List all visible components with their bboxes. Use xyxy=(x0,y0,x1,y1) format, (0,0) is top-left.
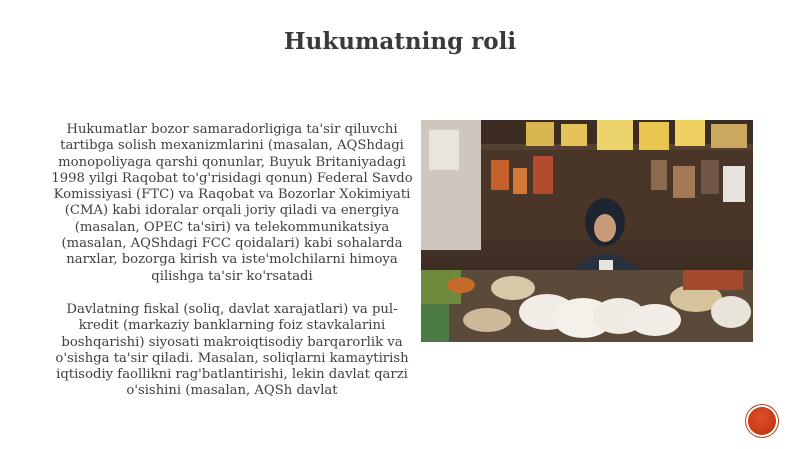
market-vendor-illustration xyxy=(421,120,753,342)
paragraph-regulation: Hukumatlar bozor samaradorligiga ta'sir qiluvchi tartibga solish mexanizmlarini (masalan, AQShdagi monopoliyaga qarshi qonunlar, Buyuk Britaniyadagi 1998 yilgi Raqobat to'g'risidagi qonun) Federal Savdo Komissiyasi (FTC) va Raqobat va Bozorlar Xokimiyati (CMA) kabi idoralar orqali joriy qiladi va energiya (masalan, OPEC ta'siri) va telekommunikatsiya (masalan, AQShdagi FCC qoidalari) kabi sohalarda narxlar, bozorga kirish va iste'molchilarni himoya qilishga ta'sir ko'rsatadi xyxy=(51,122,413,284)
slide-body-text xyxy=(48,122,416,449)
slide-title: Hukumatning roli xyxy=(283,28,517,55)
market-vendor-photo xyxy=(421,120,753,342)
next-slide-button[interactable] xyxy=(748,407,776,435)
paragraph-fiscal-policy: Davlatning fiskal (soliq, davlat xarajatlari) va pul-kredit (markaziy banklarning foiz stavkalarini boshqarishi) siyosati makroiqtisodiy barqarorlik va o'sishga ta'sir qiladi. Masalan, soliqlarni kamaytirish iqtisodiy faollikni rag'batlantirishi, lekin davlat qarzi o'sishini (masalan, AQSh davlat xyxy=(55,301,409,399)
